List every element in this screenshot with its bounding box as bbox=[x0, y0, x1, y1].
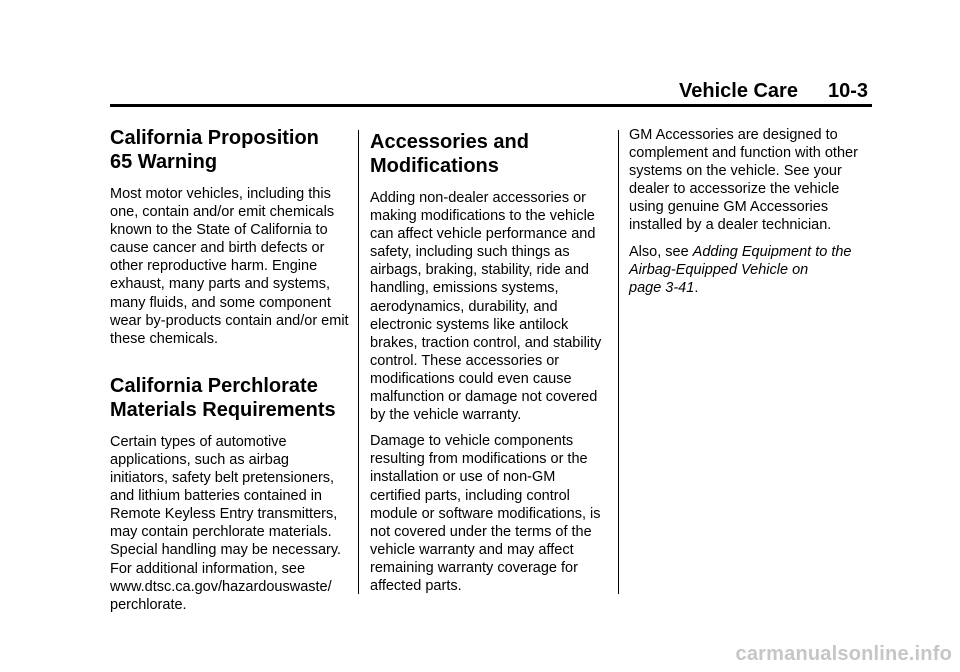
page-header bbox=[679, 80, 868, 103]
column-right bbox=[629, 126, 869, 305]
column-divider-2 bbox=[618, 130, 619, 594]
heading-prop65-line1: California Proposition bbox=[110, 127, 319, 149]
reference-line2: Airbag-Equipped Vehicle on bbox=[629, 261, 809, 278]
watermark: carmanualsonline.info bbox=[735, 643, 952, 665]
heading-perchlorate-line2: Materials Requirements bbox=[110, 398, 336, 421]
heading-perchlorate bbox=[110, 374, 350, 422]
column-divider-1 bbox=[358, 130, 359, 594]
heading-prop65 bbox=[110, 126, 350, 174]
heading-perchlorate-line1: California Perchlorate bbox=[110, 374, 318, 397]
paragraph-see-also bbox=[629, 243, 869, 297]
paragraph-prop65: Most motor vehicles, including this one, contain and/or emit chemicals known to the State of California to cause cancer and birth defects or other reproductive harm. Engine exhaust, many parts and systems, many fluids, and some component wear by-products contain and/or emit these chemicals. bbox=[110, 186, 349, 347]
page-number: 10-3 bbox=[827, 80, 868, 102]
section-title: Vehicle Care bbox=[679, 80, 798, 102]
heading-accessories-line2: Modifications bbox=[370, 155, 499, 177]
reference-line1: Adding Equipment to the bbox=[692, 243, 852, 260]
column-left bbox=[110, 126, 350, 622]
heading-accessories bbox=[370, 130, 610, 178]
heading-accessories-line1: Accessories and bbox=[370, 131, 529, 153]
paragraph-perchlorate: Certain types of automotive applications, such as airbag initiators, safety belt pretensioners, and lithium batteries contained in Remote Keyless Entry transmitters, may contain perchlorate materials. Special handling may be necessary. For additional information, see www.dtsc.ca.gov/hazardouswaste/ perchlorate. bbox=[110, 433, 342, 613]
paragraph-accessories-1: Adding non-dealer accessories or making modifications to the vehicle can affect vehicle performance and safety, including such things as airbags, braking, stability, ride and handling, emissions systems, aerodynamics, durability, and electronic systems like antilock brakes, traction control, and stability control. These accessories or modifications could even cause malfunction or damage not covered by the vehicle warranty. bbox=[370, 190, 602, 424]
paragraph-accessories-2: Damage to vehicle components resulting from modifications or the installation or use of non-GM certified parts, including control module or software modifications, is not covered under the terms of the vehicle warranty and may affect remaining warranty coverage for affected parts. bbox=[370, 433, 601, 594]
see-also-suffix: . bbox=[694, 279, 699, 296]
column-middle bbox=[370, 126, 610, 603]
reference-line3: page 3-41 bbox=[629, 279, 695, 296]
paragraph-gm-accessories: GM Accessories are designed to complement and function with other systems on the vehicle. See your dealer to accessorize the vehicle using genuine GM Accessories installed by a dealer technician. bbox=[629, 127, 858, 234]
see-also-prefix: Also, see bbox=[629, 243, 693, 260]
heading-prop65-line2: 65 Warning bbox=[110, 151, 218, 173]
header-rule bbox=[110, 104, 872, 107]
